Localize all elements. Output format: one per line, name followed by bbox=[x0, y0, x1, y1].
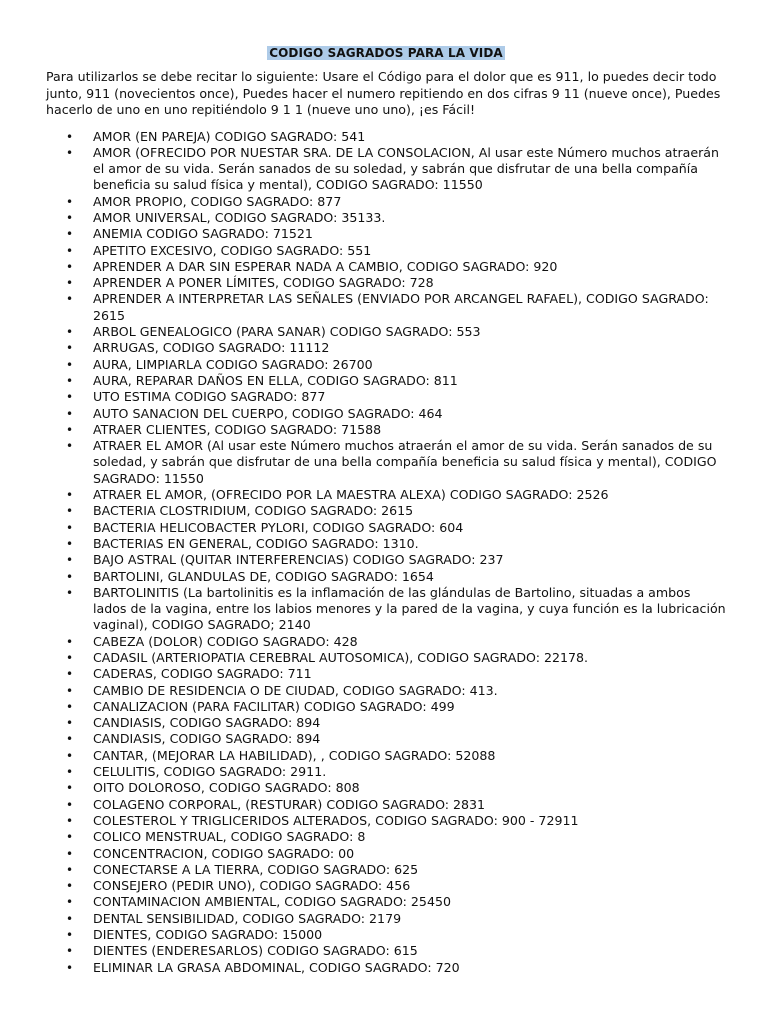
list-item bbox=[46, 422, 726, 438]
list-item bbox=[46, 846, 726, 862]
list-item bbox=[46, 699, 726, 715]
list-item bbox=[46, 487, 726, 503]
list-item-text: ATRAER CLIENTES, CODIGO SAGRADO: 71588 bbox=[93, 421, 382, 437]
bullet-icon: • bbox=[66, 634, 74, 649]
list-item-text: AURA, REPARAR DAÑOS EN ELLA, CODIGO SAGRADO: 811 bbox=[93, 372, 458, 388]
bullet-icon: • bbox=[66, 520, 74, 535]
list-item bbox=[46, 683, 726, 699]
list-item-text: CANDIASIS, CODIGO SAGRADO: 894 bbox=[93, 731, 321, 747]
document-page bbox=[46, 42, 726, 976]
bullet-icon: • bbox=[66, 830, 74, 845]
list-item-text: ARBOL GENEALOGICO (PARA SANAR) CODIGO SAGRADO: 553 bbox=[93, 324, 481, 340]
bullet-icon: • bbox=[66, 846, 74, 861]
bullet-icon: • bbox=[66, 227, 74, 242]
list-item bbox=[46, 145, 726, 194]
list-item bbox=[46, 194, 726, 210]
list-item bbox=[46, 569, 726, 585]
bullet-icon: • bbox=[66, 129, 74, 144]
list-item-text: ANEMIA CODIGO SAGRADO: 71521 bbox=[93, 226, 313, 242]
bullet-icon: • bbox=[66, 373, 74, 388]
list-item-text: CADERAS, CODIGO SAGRADO: 711 bbox=[93, 666, 312, 682]
list-item bbox=[46, 862, 726, 878]
list-item-text: CAMBIO DE RESIDENCIA O DE CIUDAD, CODIGO SAGRADO: 413. bbox=[93, 682, 498, 698]
list-item-text: CONECTARSE A LA TIERRA, CODIGO SAGRADO: 625 bbox=[93, 861, 419, 877]
list-item-text: CONSEJERO (PEDIR UNO), CODIGO SAGRADO: 456 bbox=[93, 878, 411, 894]
bullet-icon: • bbox=[66, 243, 74, 258]
bullet-icon: • bbox=[66, 210, 74, 225]
list-item bbox=[46, 226, 726, 242]
bullet-icon: • bbox=[66, 879, 74, 894]
bullet-icon: • bbox=[66, 504, 74, 519]
bullet-icon: • bbox=[66, 862, 74, 877]
bullet-icon: • bbox=[66, 439, 74, 454]
code-list bbox=[46, 129, 726, 976]
list-item bbox=[46, 894, 726, 910]
bullet-icon: • bbox=[66, 716, 74, 731]
list-item-text: OITO DOLOROSO, CODIGO SAGRADO: 808 bbox=[93, 780, 360, 796]
bullet-icon: • bbox=[66, 667, 74, 682]
bullet-icon: • bbox=[66, 145, 74, 160]
list-item bbox=[46, 357, 726, 373]
list-item bbox=[46, 243, 726, 259]
list-item-text: AMOR UNIVERSAL, CODIGO SAGRADO: 35133. bbox=[93, 209, 386, 225]
list-item-text: BARTOLINI, GLANDULAS DE, CODIGO SAGRADO: 1654 bbox=[93, 568, 434, 584]
list-item bbox=[46, 764, 726, 780]
list-item-text: AUTO SANACION DEL CUERPO, CODIGO SAGRADO: 464 bbox=[93, 405, 443, 421]
bullet-icon: • bbox=[66, 765, 74, 780]
bullet-icon: • bbox=[66, 683, 74, 698]
list-item-text: COLAGENO CORPORAL, (RESTURAR) CODIGO SAGRADO: 2831 bbox=[93, 796, 486, 812]
list-item bbox=[46, 650, 726, 666]
bullet-icon: • bbox=[66, 911, 74, 926]
list-item-text: CADASIL (ARTERIOPATIA CEREBRAL AUTOSOMICA), CODIGO SAGRADO: 22178. bbox=[93, 650, 589, 665]
bullet-icon: • bbox=[66, 781, 74, 796]
bullet-icon: • bbox=[66, 292, 74, 307]
list-item bbox=[46, 520, 726, 536]
list-item bbox=[46, 911, 726, 927]
list-item-text: ATRAER EL AMOR, (OFRECIDO POR LA MAESTRA ALEXA) CODIGO SAGRADO: 2526 bbox=[93, 487, 609, 503]
list-item-text: ELIMINAR LA GRASA ABDOMINAL, CODIGO SAGRADO: 720 bbox=[93, 959, 460, 975]
list-item bbox=[46, 943, 726, 959]
list-item bbox=[46, 340, 726, 356]
list-item bbox=[46, 324, 726, 340]
bullet-icon: • bbox=[66, 259, 74, 274]
list-item-text: BACTERIA CLOSTRIDIUM, CODIGO SAGRADO: 2615 bbox=[93, 503, 414, 519]
list-item bbox=[46, 406, 726, 422]
bullet-icon: • bbox=[66, 748, 74, 763]
list-item bbox=[46, 438, 726, 487]
bullet-icon: • bbox=[66, 569, 74, 584]
list-item bbox=[46, 813, 726, 829]
bullet-icon: • bbox=[66, 960, 74, 975]
list-item-text: APRENDER A PONER LÍMITES, CODIGO SAGRADO: 728 bbox=[93, 275, 434, 291]
list-item-text: DIENTES (ENDERESARLOS) CODIGO SAGRADO: 615 bbox=[93, 943, 418, 959]
list-item-text: CABEZA (DOLOR) CODIGO SAGRADO: 428 bbox=[93, 633, 358, 649]
bullet-icon: • bbox=[66, 895, 74, 910]
list-item-text: AMOR (EN PAREJA) CODIGO SAGRADO: 541 bbox=[93, 128, 366, 144]
intro-paragraph: Para utilizarlos se debe recitar lo siguiente: Usare el Código para el dolor que es 911, lo puedes decir todo junto, 911 (novecientos once), Puedes hacer el numero repitiendo en dos cifras 9 11 (nueve once), Puedes hacerlo de uno en uno repitiéndolo 9 1 1 (nueve uno uno), ¡es Fácil! bbox=[46, 69, 721, 117]
list-item-text: CANALIZACION (PARA FACILITAR) CODIGO SAGRADO: 499 bbox=[93, 698, 455, 714]
bullet-icon: • bbox=[66, 928, 74, 943]
bullet-icon: • bbox=[66, 325, 74, 340]
bullet-icon: • bbox=[66, 553, 74, 568]
bullet-icon: • bbox=[66, 797, 74, 812]
list-item-text: BACTERIA HELICOBACTER PYLORI, CODIGO SAGRADO: 604 bbox=[93, 519, 464, 535]
list-item bbox=[46, 878, 726, 894]
list-item bbox=[46, 731, 726, 747]
list-item-text: DENTAL SENSIBILIDAD, CODIGO SAGRADO: 2179 bbox=[93, 910, 402, 926]
bullet-icon: • bbox=[66, 699, 74, 714]
list-item-text: CANTAR, (MEJORAR LA HABILIDAD), , CODIGO SAGRADO: 52088 bbox=[93, 747, 496, 763]
bullet-icon: • bbox=[66, 585, 74, 600]
list-item-text: COLICO MENSTRUAL, CODIGO SAGRADO: 8 bbox=[93, 829, 366, 845]
list-item-text: ARRUGAS, CODIGO SAGRADO: 11112 bbox=[93, 340, 330, 356]
title-container bbox=[46, 42, 726, 60]
bullet-icon: • bbox=[66, 488, 74, 503]
bullet-icon: • bbox=[66, 422, 74, 437]
list-item bbox=[46, 259, 726, 275]
bullet-icon: • bbox=[66, 813, 74, 828]
list-item bbox=[46, 585, 726, 634]
list-item bbox=[46, 536, 726, 552]
list-item bbox=[46, 829, 726, 845]
list-item bbox=[46, 129, 726, 145]
list-item bbox=[46, 797, 726, 813]
list-item-text: DIENTES, CODIGO SAGRADO: 15000 bbox=[93, 927, 323, 943]
bullet-icon: • bbox=[66, 341, 74, 356]
list-item bbox=[46, 666, 726, 682]
list-item-text: AMOR PROPIO, CODIGO SAGRADO: 877 bbox=[93, 193, 342, 209]
list-item-text: CONCENTRACION, CODIGO SAGRADO: 00 bbox=[93, 845, 355, 861]
list-item bbox=[46, 927, 726, 943]
bullet-icon: • bbox=[66, 406, 74, 421]
bullet-icon: • bbox=[66, 732, 74, 747]
bullet-icon: • bbox=[66, 390, 74, 405]
list-item-text: APRENDER A INTERPRETAR LAS SEÑALES (ENVIADO POR ARCANGEL RAFAEL), CODIGO SAGRADO: 2615 bbox=[93, 291, 709, 323]
bullet-icon: • bbox=[66, 276, 74, 291]
list-item bbox=[46, 748, 726, 764]
list-item-text: BAJO ASTRAL (QUITAR INTERFERENCIAS) CODIGO SAGRADO: 237 bbox=[93, 552, 504, 568]
list-item-text: AMOR (OFRECIDO POR NUESTAR SRA. DE LA CONSOLACION, Al usar este Número muchos atraerán el amor de su vida. Serán sanados de su soledad, y sabrán que disfrutar de una bella compañía beneficia su salud física y mental), CODIGO SAGRADO: 11550 bbox=[93, 144, 719, 193]
bullet-icon: • bbox=[66, 194, 74, 209]
list-item-text: BARTOLINITIS (La bartolinitis es la inflamación de las glándulas de Bartolino, situadas a ambos lados de la vagina, entre los labios menores y la pared de la vagina, y cuya función es la lubricación vaginal), CODIGO SAGRADO; 2140 bbox=[93, 584, 726, 633]
list-item-text: COLESTEROL Y TRIGLICERIDOS ALTERADOS, CODIGO SAGRADO: 900 - 72911 bbox=[93, 812, 579, 828]
list-item-text: CELULITIS, CODIGO SAGRADO: 2911. bbox=[93, 764, 327, 780]
list-item bbox=[46, 715, 726, 731]
list-item-text: CANDIASIS, CODIGO SAGRADO: 894 bbox=[93, 715, 321, 731]
list-item bbox=[46, 275, 726, 291]
list-item-text: APETITO EXCESIVO, CODIGO SAGRADO: 551 bbox=[93, 242, 372, 258]
list-item bbox=[46, 373, 726, 389]
document-title: CODIGO SAGRADOS PARA LA VIDA bbox=[269, 46, 503, 60]
list-item-text: BACTERIAS EN GENERAL, CODIGO SAGRADO: 1310. bbox=[93, 535, 419, 551]
bullet-icon: • bbox=[66, 536, 74, 551]
list-item bbox=[46, 291, 726, 324]
list-item bbox=[46, 389, 726, 405]
list-item bbox=[46, 960, 726, 976]
list-item-text: CONTAMINACION AMBIENTAL, CODIGO SAGRADO: 25450 bbox=[93, 894, 451, 910]
list-item-text: UTO ESTIMA CODIGO SAGRADO: 877 bbox=[93, 389, 326, 405]
bullet-icon: • bbox=[66, 357, 74, 372]
list-item bbox=[46, 210, 726, 226]
list-item-text: AURA, LIMPIARLA CODIGO SAGRADO: 26700 bbox=[93, 356, 373, 372]
bullet-icon: • bbox=[66, 651, 74, 665]
list-item bbox=[46, 552, 726, 568]
list-item-text: ATRAER EL AMOR (Al usar este Número muchos atraerán el amor de su vida. Serán sanados de su soledad, y sabrán que disfrutar de una bella compañía beneficia su salud física y mental), CODIGO SAGRADO: 11550 bbox=[93, 438, 717, 486]
list-item bbox=[46, 503, 726, 519]
list-item-text: APRENDER A DAR SIN ESPERAR NADA A CAMBIO, CODIGO SAGRADO: 920 bbox=[93, 258, 558, 274]
bullet-icon: • bbox=[66, 944, 74, 959]
list-item bbox=[46, 634, 726, 650]
list-item bbox=[46, 780, 726, 796]
